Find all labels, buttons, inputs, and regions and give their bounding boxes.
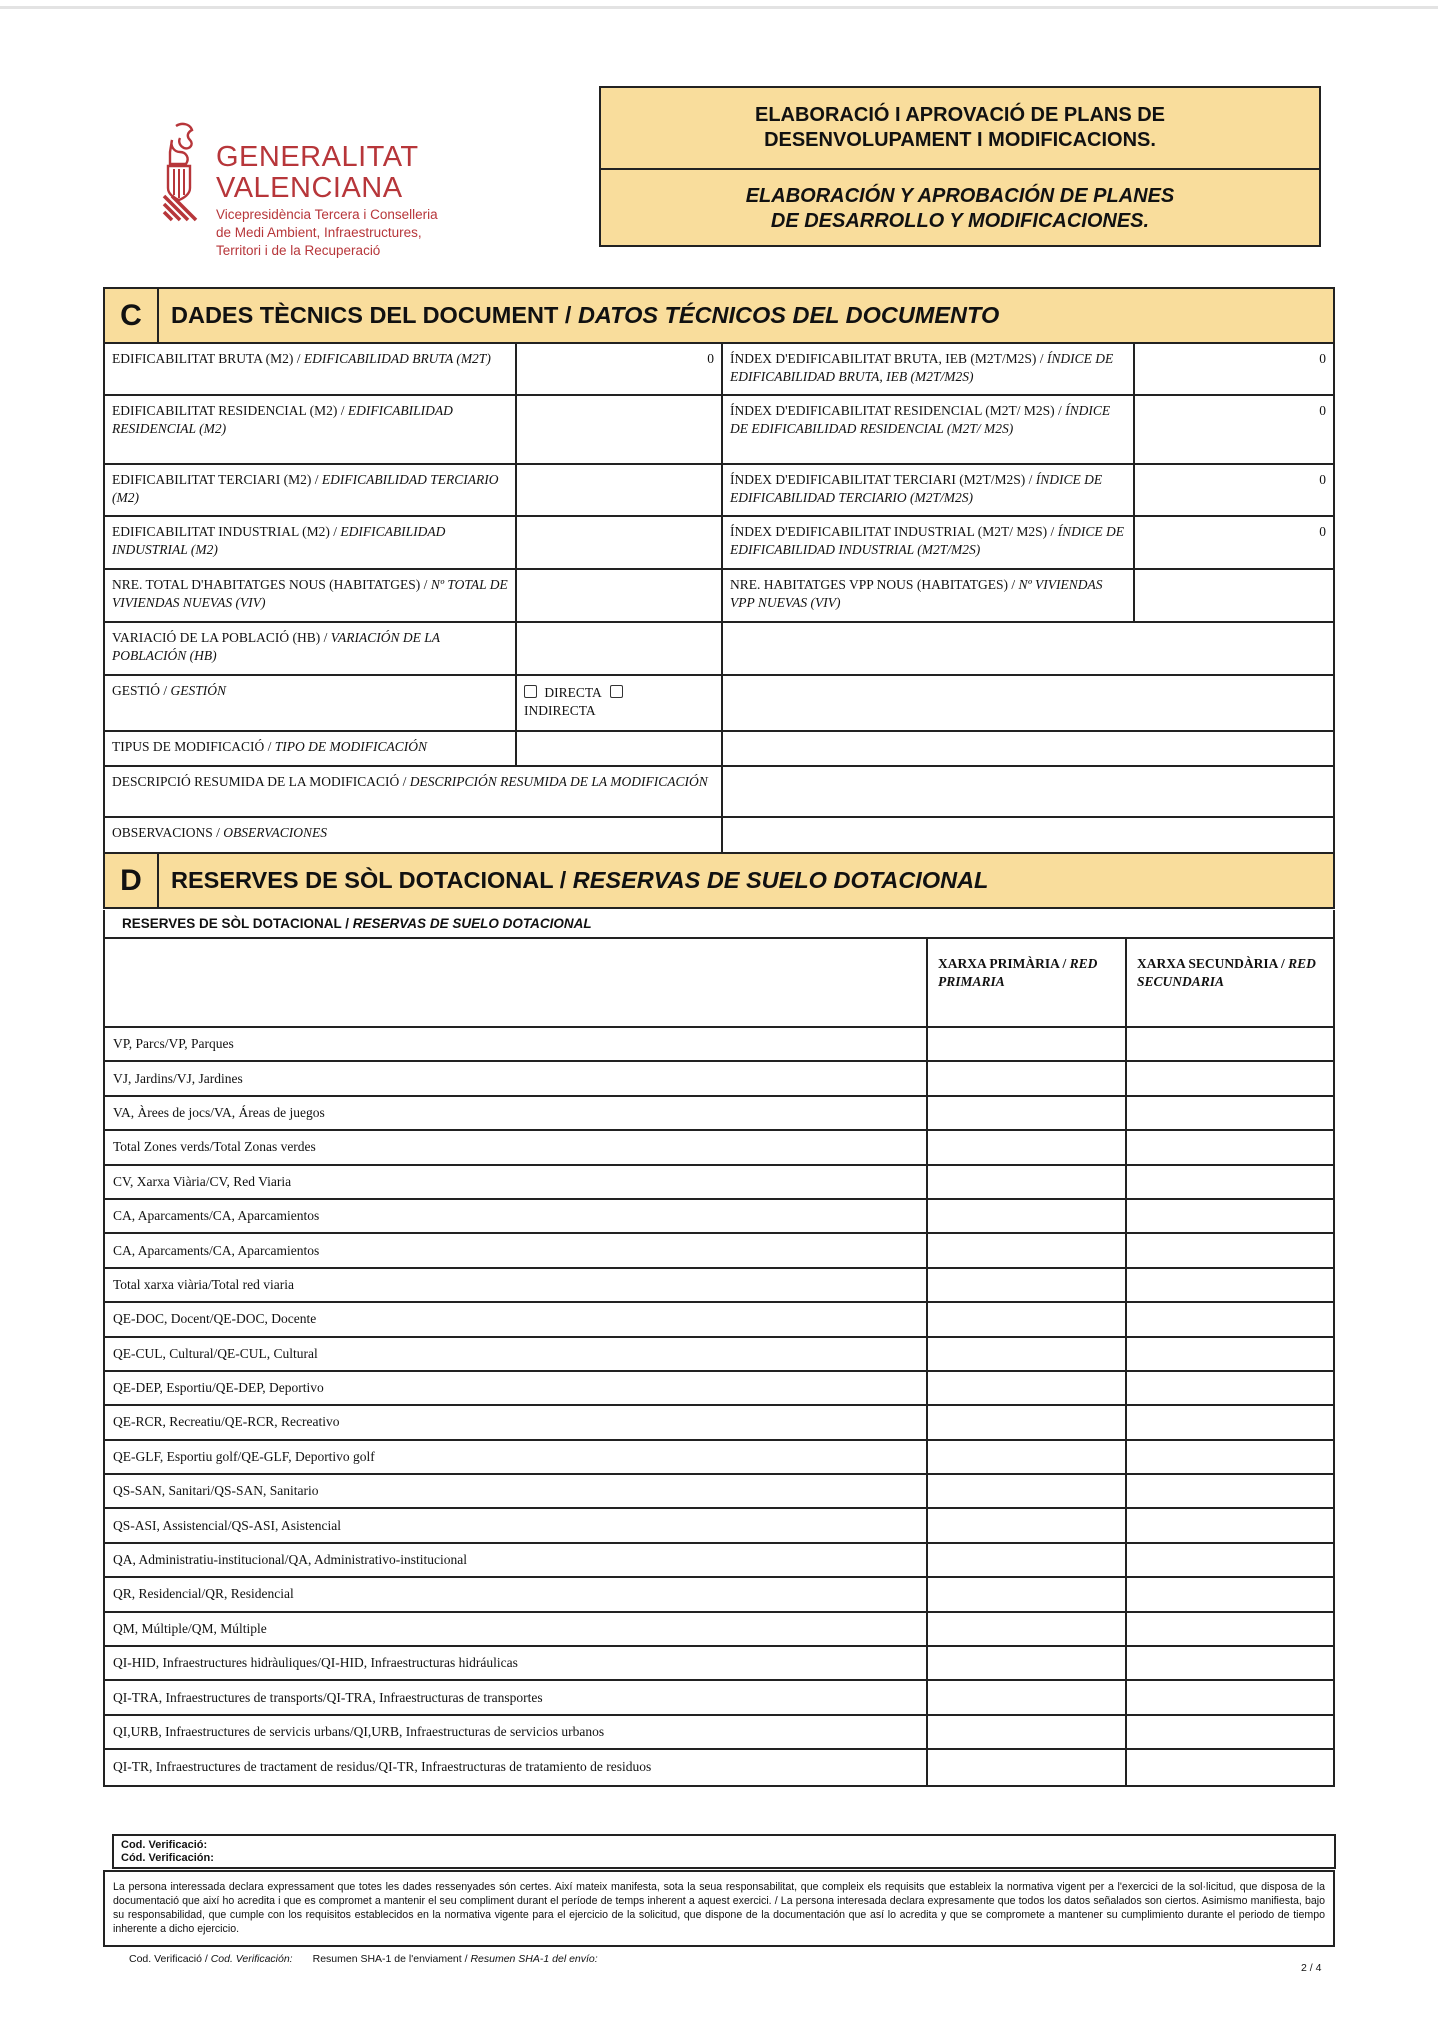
- reserve-label: QE-DOC, Docent/QE-DOC, Docente: [105, 1303, 928, 1335]
- directa-checkbox[interactable]: [524, 685, 537, 698]
- field-label: ÍNDEX D'EDIFICABILITAT RESIDENCIAL (M2T/ M2S) / ÍNDICE DE EDIFICABILIDAD RESIDENCIAL (M2T/ M2S): [723, 396, 1135, 463]
- secundaria-value-cell[interactable]: [1127, 1716, 1333, 1748]
- secundaria-value-cell[interactable]: [1127, 1544, 1333, 1576]
- primaria-value-cell[interactable]: [928, 1269, 1127, 1301]
- tipus-modificacio-value[interactable]: [517, 732, 723, 765]
- index-terciari-value[interactable]: 0: [1319, 472, 1326, 487]
- secundaria-value-cell[interactable]: [1127, 1406, 1333, 1438]
- table-row: [105, 1578, 1333, 1612]
- section-c-letter: C: [105, 289, 159, 342]
- primaria-value-cell[interactable]: [928, 1062, 1127, 1094]
- secundaria-value-cell[interactable]: [1127, 1097, 1333, 1129]
- index-industrial-value[interactable]: 0: [1319, 524, 1326, 539]
- secundaria-value-cell[interactable]: [1127, 1613, 1333, 1645]
- reserve-label: Total xarxa viària/Total red viaria: [105, 1269, 928, 1301]
- edificabilitat-industrial-value[interactable]: [517, 517, 723, 568]
- primaria-value-cell[interactable]: [928, 1750, 1127, 1784]
- reserve-label: CA, Aparcaments/CA, Aparcamientos: [105, 1234, 928, 1266]
- field-label: EDIFICABILITAT INDUSTRIAL (M2) / EDIFICABILIDAD INDUSTRIAL (M2): [105, 517, 517, 568]
- table-row: [105, 676, 1333, 732]
- field-label: DESCRIPCIÓ RESUMIDA DE LA MODIFICACIÓ / DESCRIPCIÓN RESUMIDA DE LA MODIFICACIÓN: [105, 767, 723, 816]
- table-row: [105, 767, 1333, 818]
- header-blank-cell: [105, 939, 928, 1026]
- reserves-table: [103, 937, 1335, 1787]
- table-row: [105, 1303, 1333, 1337]
- primaria-value-cell[interactable]: [928, 1647, 1127, 1679]
- table-row: [105, 465, 1333, 517]
- table-row: [105, 517, 1333, 570]
- title-spanish: ELABORACIÓN Y APROBACIÓN DE PLANES DE DESARROLLO Y MODIFICACIONES.: [745, 184, 1175, 232]
- section-d-title: [159, 854, 1333, 907]
- primaria-value-cell[interactable]: [928, 1681, 1127, 1713]
- section-d-subtitle: RESERVES DE SÒL DOTACIONAL / RESERVAS DE SUELO DOTACIONAL: [103, 910, 1335, 938]
- primaria-value-cell[interactable]: [928, 1303, 1127, 1335]
- field-label: OBSERVACIONS / OBSERVACIONES: [105, 818, 723, 852]
- section-d-title-ca: RESERVES DE SÒL DOTACIONAL /: [171, 867, 567, 893]
- primaria-value-cell[interactable]: [928, 1544, 1127, 1576]
- reserve-label: QI-HID, Infraestructures hidràuliques/QI-HID, Infraestructuras hidráulicas: [105, 1647, 928, 1679]
- reserve-label: QS-SAN, Sanitari/QS-SAN, Sanitario: [105, 1475, 928, 1507]
- primaria-value-cell[interactable]: [928, 1716, 1127, 1748]
- primaria-value-cell[interactable]: [928, 1131, 1127, 1163]
- edificabilitat-bruta-value[interactable]: 0: [517, 344, 723, 394]
- reserve-label: QI-TRA, Infraestructures de transports/QI-TRA, Infraestructuras de transportes: [105, 1681, 928, 1713]
- table-row: [105, 570, 1333, 623]
- secundaria-value-cell[interactable]: [1127, 1200, 1333, 1232]
- table-row: [105, 1062, 1333, 1096]
- indirecta-checkbox[interactable]: [610, 685, 623, 698]
- primaria-value-cell[interactable]: [928, 1372, 1127, 1404]
- section-c-title-ca: DADES TÈCNICS DEL DOCUMENT /: [171, 302, 572, 328]
- generalitat-logo: [160, 122, 480, 262]
- declaration-text: La persona interessada declara expressament que totes les dades ressenyades són certes. Així mateix manifesta, sota la seua responsabilitat, que compleix els requisits que estableix la normativa vigent per a l'exercici de la sol·licitud, que disposa de la documentació que així ho acredita i que es compromet a mantenir el seu compliment durant el període de temps inherent a aquest exercici. / La persona interesada declara expresamente que todos los datos señalados son ciertos. Asimismo manifiesta, bajo su responsabilidad, que cumple con los requisitos establecidos en la normativa vigente para el ejercicio de la solicitud, que dispone de la documentación que así lo acredita y que se compromete a mantener su cumplimiento durante el periodo de tiempo inherente a dicho ejercicio.: [103, 1870, 1335, 1947]
- table-row: [105, 1406, 1333, 1440]
- secundaria-value-cell[interactable]: [1127, 1578, 1333, 1610]
- reserve-label: QM, Múltiple/QM, Múltiple: [105, 1613, 928, 1645]
- table-row: [105, 623, 1333, 676]
- table-row: [105, 1613, 1333, 1647]
- primaria-value-cell[interactable]: [928, 1509, 1127, 1541]
- footer-line: Cod. Verificació / Cod. Verificación: Resumen SHA-1 de l'enviament / Resumen SHA-1 del envío:: [129, 1953, 598, 1965]
- empty-cell: [723, 676, 1333, 730]
- table-row: [105, 1647, 1333, 1681]
- verification-code-box: [112, 1834, 1336, 1869]
- verification-code-label-es: Cód. Verificación:: [121, 1852, 214, 1864]
- reserve-label: QA, Administratiu-institucional/QA, Administrativo-institucional: [105, 1544, 928, 1576]
- page-number: 2 / 4: [1301, 1962, 1322, 1974]
- field-label: EDIFICABILITAT RESIDENCIAL (M2) / EDIFICABILIDAD RESIDENCIAL (M2): [105, 396, 517, 463]
- secundaria-value-cell[interactable]: [1127, 1647, 1333, 1679]
- table-row: [105, 1131, 1333, 1165]
- table-row: [105, 396, 1333, 465]
- table-row: [105, 1681, 1333, 1715]
- table-row: [105, 1269, 1333, 1303]
- primaria-value-cell[interactable]: [928, 1338, 1127, 1370]
- title-catalan: ELABORACIÓ I APROVACIÓ DE PLANS DE DESENVOLUPAMENT I MODIFICACIONS.: [601, 88, 1319, 170]
- secundaria-value-cell[interactable]: [1127, 1028, 1333, 1060]
- variacio-poblacio-value[interactable]: [517, 623, 723, 674]
- verification-code-label-ca: Cod. Verificació:: [121, 1839, 208, 1851]
- secundaria-value-cell[interactable]: [1127, 1441, 1333, 1473]
- section-d-title-es: RESERVAS DE SUELO DOTACIONAL: [572, 867, 989, 893]
- reserve-label: QS-ASI, Assistencial/QS-ASI, Asistencial: [105, 1509, 928, 1541]
- table-row: [105, 1544, 1333, 1578]
- primaria-value-cell[interactable]: [928, 1475, 1127, 1507]
- logo-name-line1: GENERALITAT: [216, 141, 419, 173]
- reserve-label: VA, Àrees de jocs/VA, Áreas de juegos: [105, 1097, 928, 1129]
- secundaria-value-cell[interactable]: [1127, 1372, 1333, 1404]
- field-label: NRE. HABITATGES VPP NOUS (HABITATGES) / Nº VIVIENDAS VPP NUEVAS (VIV): [723, 570, 1135, 621]
- coat-of-arms-icon: [160, 122, 212, 222]
- logo-subtitle: [216, 206, 438, 260]
- reserve-label: QI,URB, Infraestructures de servicis urbans/QI,URB, Infraestructuras de servicios urbanos: [105, 1716, 928, 1748]
- table-row: [105, 1028, 1333, 1062]
- primaria-value-cell[interactable]: [928, 1097, 1127, 1129]
- section-d-letter: D: [105, 854, 159, 907]
- table-row: [105, 1097, 1333, 1131]
- primaria-value-cell[interactable]: [928, 1166, 1127, 1198]
- reserves-rows: [105, 1028, 1333, 1785]
- logo-sub-line3: Territori i de la Recuperació: [216, 243, 381, 258]
- secundaria-value-cell[interactable]: [1127, 1750, 1333, 1784]
- field-label: NRE. TOTAL D'HABITATGES NOUS (HABITATGES) / Nº TOTAL DE VIVIENDAS NUEVAS (VIV): [105, 570, 517, 621]
- empty-cell: [723, 732, 1333, 765]
- table-row: [105, 344, 1333, 396]
- table-row: [105, 1338, 1333, 1372]
- field-label: ÍNDEX D'EDIFICABILITAT BRUTA, IEB (M2T/M2S) / ÍNDICE DE EDIFICABILIDAD BRUTA, IEB (M2T/M2S): [723, 344, 1135, 394]
- reserve-label: QI-TR, Infraestructures de tractament de residus/QI-TR, Infraestructuras de tratamiento de residuos: [105, 1750, 928, 1784]
- field-label: EDIFICABILITAT BRUTA (M2) / EDIFICABILIDAD BRUTA (M2T): [105, 344, 517, 394]
- table-row: [105, 1716, 1333, 1750]
- section-d-header: [103, 852, 1335, 909]
- descripcio-value[interactable]: [723, 767, 1333, 816]
- reserve-label: QE-DEP, Esportiu/QE-DEP, Deportivo: [105, 1372, 928, 1404]
- primaria-value-cell[interactable]: [928, 1028, 1127, 1060]
- reserve-label: VJ, Jardins/VJ, Jardines: [105, 1062, 928, 1094]
- table-row: [105, 1509, 1333, 1543]
- secundaria-value-cell[interactable]: [1127, 1509, 1333, 1541]
- table-row: [105, 1475, 1333, 1509]
- technical-data-table: [103, 344, 1335, 852]
- section-c-title: [159, 289, 1333, 342]
- table-row: [105, 1441, 1333, 1475]
- section-c-header: [103, 287, 1335, 344]
- gestio-options: [517, 676, 723, 730]
- index-bruta-value[interactable]: 0: [1319, 351, 1326, 366]
- reserve-label: QE-RCR, Recreatiu/QE-RCR, Recreativo: [105, 1406, 928, 1438]
- secundaria-value-cell[interactable]: [1127, 1166, 1333, 1198]
- reserve-label: CV, Xarxa Viària/CV, Red Viaria: [105, 1166, 928, 1198]
- directa-label: DIRECTA: [544, 685, 602, 700]
- observacions-value[interactable]: [723, 818, 1333, 852]
- logo-sub-line2: de Medi Ambient, Infraestructures,: [216, 225, 422, 240]
- secundaria-value-cell[interactable]: [1127, 1475, 1333, 1507]
- field-label: VARIACIÓ DE LA POBLACIÓ (HB) / VARIACIÓN DE LA POBLACIÓN (HB): [105, 623, 517, 674]
- edificabilitat-terciari-value[interactable]: [517, 465, 723, 515]
- logo-sub-line1: Vicepresidència Tercera i Conselleria: [216, 207, 438, 222]
- table-row: [105, 1750, 1333, 1784]
- column-header-secundaria: XARXA SECUNDÀRIA / RED SECUNDARIA: [1137, 956, 1316, 989]
- document-title-box: [599, 86, 1321, 247]
- field-label: EDIFICABILITAT TERCIARI (M2) / EDIFICABILIDAD TERCIARIO (M2): [105, 465, 517, 515]
- field-label: TIPUS DE MODIFICACIÓ / TIPO DE MODIFICACIÓN: [105, 732, 517, 765]
- primaria-value-cell[interactable]: [928, 1234, 1127, 1266]
- primaria-value-cell[interactable]: [928, 1613, 1127, 1645]
- secundaria-value-cell[interactable]: [1127, 1234, 1333, 1266]
- habitatges-vpp-value[interactable]: [1135, 570, 1333, 621]
- primaria-value-cell[interactable]: [928, 1441, 1127, 1473]
- primaria-value-cell[interactable]: [928, 1200, 1127, 1232]
- table-row: [105, 1200, 1333, 1234]
- table-row: [105, 1166, 1333, 1200]
- table-row: [105, 732, 1333, 767]
- reserve-label: QR, Residencial/QR, Residencial: [105, 1578, 928, 1610]
- secundaria-value-cell[interactable]: [1127, 1338, 1333, 1370]
- column-header-primaria: XARXA PRIMÀRIA / RED PRIMARIA: [928, 939, 1127, 1026]
- secundaria-value-cell[interactable]: [1127, 1131, 1333, 1163]
- logo-name-line2: VALENCIANA: [216, 172, 403, 204]
- top-divider: [0, 6, 1438, 9]
- habitatges-nous-value[interactable]: [517, 570, 723, 621]
- edificabilitat-residencial-value[interactable]: [517, 396, 723, 463]
- field-label: ÍNDEX D'EDIFICABILITAT TERCIARI (M2T/M2S) / ÍNDICE DE EDIFICABILIDAD TERCIARIO (M2T/M2S): [723, 465, 1135, 515]
- reserve-label: Total Zones verds/Total Zonas verdes: [105, 1131, 928, 1163]
- table-header-row: [105, 939, 1333, 1028]
- table-row: [105, 818, 1333, 852]
- index-residencial-value[interactable]: 0: [1319, 403, 1326, 418]
- table-row: [105, 1234, 1333, 1268]
- secundaria-value-cell[interactable]: [1127, 1269, 1333, 1301]
- primaria-value-cell[interactable]: [928, 1406, 1127, 1438]
- reserve-label: VP, Parcs/VP, Parques: [105, 1028, 928, 1060]
- logo-name: [216, 142, 419, 204]
- indirecta-label: INDIRECTA: [524, 703, 596, 718]
- reserve-label: QE-CUL, Cultural/QE-CUL, Cultural: [105, 1338, 928, 1370]
- secundaria-value-cell[interactable]: [1127, 1062, 1333, 1094]
- section-c-title-es: DATOS TÉCNICOS DEL DOCUMENTO: [577, 302, 1000, 328]
- secundaria-value-cell[interactable]: [1127, 1681, 1333, 1713]
- reserve-label: QE-GLF, Esportiu golf/QE-GLF, Deportivo golf: [105, 1441, 928, 1473]
- field-label: GESTIÓ / GESTIÓN: [105, 676, 517, 730]
- primaria-value-cell[interactable]: [928, 1578, 1127, 1610]
- secundaria-value-cell[interactable]: [1127, 1303, 1333, 1335]
- reserve-label: CA, Aparcaments/CA, Aparcamientos: [105, 1200, 928, 1232]
- empty-cell: [723, 623, 1333, 674]
- table-row: [105, 1372, 1333, 1406]
- field-label: ÍNDEX D'EDIFICABILITAT INDUSTRIAL (M2T/ M2S) / ÍNDICE DE EDIFICABILIDAD INDUSTRIAL (M2T/M2S): [723, 517, 1135, 568]
